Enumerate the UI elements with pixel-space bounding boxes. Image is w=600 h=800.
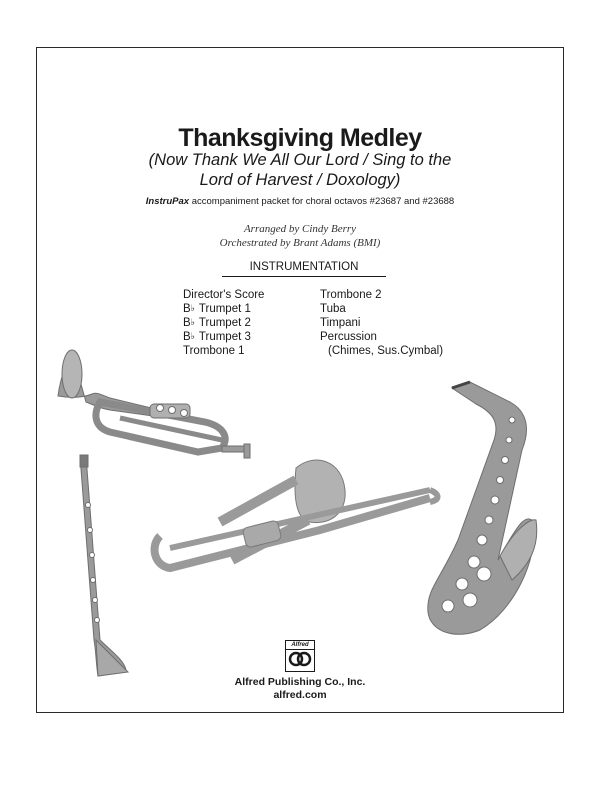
instrument-item: Trombone 1 [183,345,245,357]
logo-wordmark: Alfred [286,641,314,650]
flat-symbol: ♭ [190,303,195,313]
packet-brand: InstruPax [145,196,190,207]
instrument-item: B♭ Trumpet 2 [183,317,251,329]
alfred-logo [285,640,315,672]
publisher-name: Alfred Publishing Co., Inc. [234,676,366,688]
logo-mark-icon [288,650,312,668]
instrument-item: Timpani [320,317,361,329]
page-title: Thanksgiving Medley [178,124,422,152]
publisher-website: alfred.com [273,689,327,701]
subtitle-line-1: (Now Thank We All Our Lord / Sing to the [148,151,452,169]
packet-text: accompaniment packet for choral octavos #23687 and #23688 [191,196,455,207]
instrument-item: Percussion [320,331,377,343]
instrument-item: (Chimes, Sus.Cymbal) [328,345,444,357]
arranger-credit: Arranged by Cindy Berry [243,223,357,235]
instrument-item: Director's Score [183,289,265,301]
instrument-item: B♭ Trumpet 3 [183,331,251,343]
instrumentation-heading: INSTRUMENTATION [222,261,386,277]
instrument-item: B♭ Trumpet 1 [183,303,251,315]
trombone-icon [155,460,438,568]
trumpet-icon [58,350,250,458]
subtitle-line-2: Lord of Harvest / Doxology) [199,171,401,189]
saxophone-icon [428,382,537,634]
instrument-item: Trombone 2 [320,289,382,301]
flat-symbol: ♭ [190,317,195,327]
publisher-info [0,676,600,702]
flat-symbol: ♭ [190,331,195,341]
orchestrator-credit: Orchestrated by Brant Adams (BMI) [219,237,381,249]
instrument-item: Tuba [320,303,346,315]
clarinet-icon [80,455,128,676]
